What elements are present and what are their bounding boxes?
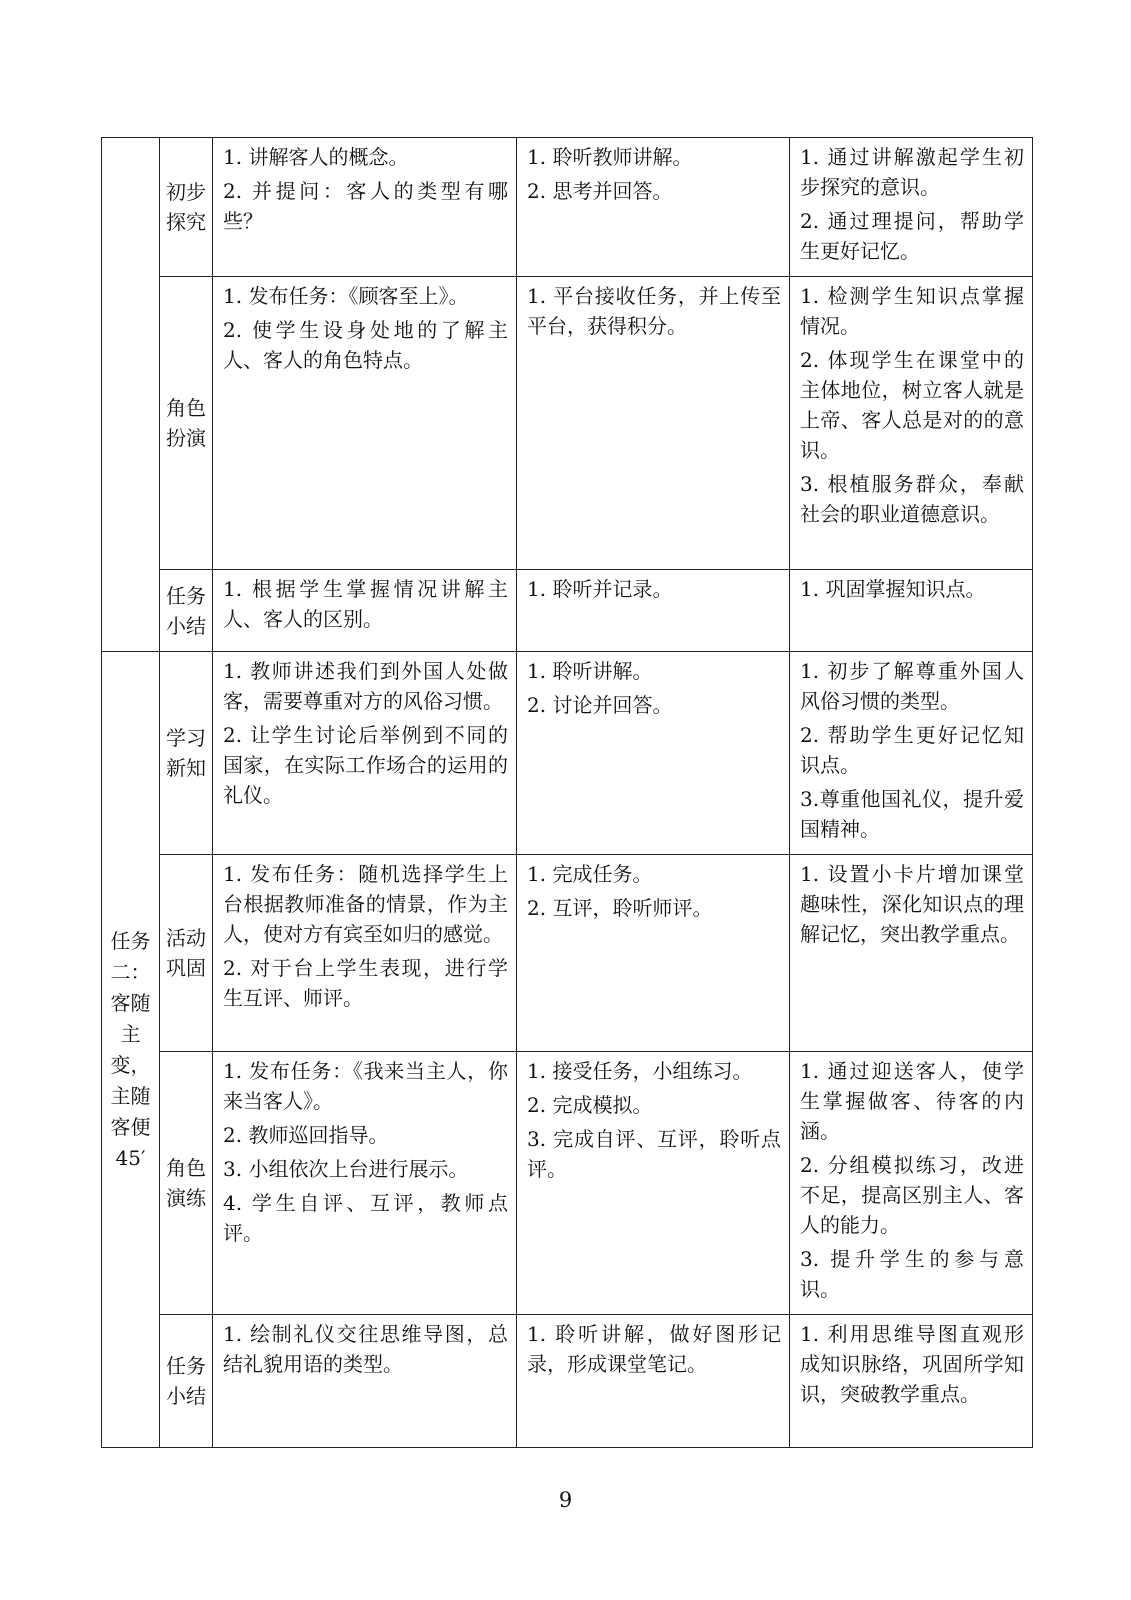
teacher-content xyxy=(213,1315,516,1389)
table-row xyxy=(102,652,1033,855)
purpose-item: 1. 设置小卡片增加课堂趣味性，深化知识点的理解记忆，突出教学重点。 xyxy=(800,862,1024,946)
task-cell xyxy=(102,652,160,1448)
student-cell xyxy=(517,1052,790,1315)
stage-label: 初步探究 xyxy=(166,180,206,234)
student-cell xyxy=(517,652,790,855)
teacher-item: 1. 发布任务：《顾客至上》。 xyxy=(223,284,469,308)
purpose-item: 1. 通过讲解激起学生初步探究的意识。 xyxy=(800,145,1024,199)
purpose-cell xyxy=(790,855,1033,1052)
teacher-content xyxy=(213,570,516,644)
purpose-content xyxy=(790,1052,1032,1314)
teacher-cell xyxy=(213,652,517,855)
teacher-item: 1. 根据学生掌握情况讲解主人、客人的区别。 xyxy=(223,577,508,631)
purpose-item: 1. 通过迎送客人，使学生掌握做客、待客的内涵。 xyxy=(800,1059,1024,1143)
teacher-cell xyxy=(213,1315,517,1448)
teacher-content xyxy=(213,277,516,385)
teacher-content xyxy=(213,1052,516,1258)
table-row xyxy=(102,138,1033,277)
table-row xyxy=(102,570,1033,652)
purpose-content xyxy=(790,570,1032,614)
stage-label: 角色扮演 xyxy=(166,396,206,450)
student-cell xyxy=(517,855,790,1052)
student-item: 2. 完成模拟。 xyxy=(527,1093,653,1117)
student-item: 3. 完成自评、互评，聆听点评。 xyxy=(527,1127,781,1181)
teacher-cell xyxy=(213,1052,517,1315)
student-content xyxy=(517,570,789,614)
student-cell xyxy=(517,138,790,277)
student-item: 1. 聆听讲解。 xyxy=(527,659,653,683)
purpose-content xyxy=(790,1315,1032,1419)
table-row xyxy=(102,1315,1033,1448)
task-label: 任务二：客随主变，主随客便45′ xyxy=(110,928,151,1170)
purpose-content xyxy=(790,277,1032,539)
purpose-cell xyxy=(790,1052,1033,1315)
teacher-item: 4. 学生自评、互评，教师点评。 xyxy=(223,1191,508,1245)
table-row xyxy=(102,277,1033,570)
purpose-content xyxy=(790,855,1032,959)
student-cell xyxy=(517,1315,790,1448)
student-content xyxy=(517,652,789,730)
table-row xyxy=(102,1052,1033,1315)
purpose-item: 2. 通过理提问，帮助学生更好记忆。 xyxy=(800,209,1024,263)
stage-label: 角色演练 xyxy=(166,1156,206,1210)
student-item: 2. 思考并回答。 xyxy=(527,179,673,203)
purpose-content xyxy=(790,652,1032,854)
teacher-item: 1. 发布任务：随机选择学生上台根据教师准备的情景，作为主人，使对方有宾至如归的感觉。 xyxy=(223,862,508,946)
purpose-item: 1. 初步了解尊重外国人风俗习惯的类型。 xyxy=(800,659,1024,713)
teacher-cell xyxy=(213,277,517,570)
table-row xyxy=(102,855,1033,1052)
stage-label: 学习新知 xyxy=(166,726,206,780)
teacher-item: 2. 并提问：客人的类型有哪些？ xyxy=(223,179,508,233)
stage-cell xyxy=(160,1052,213,1315)
teacher-item: 2. 对于台上学生表现，进行学生互评、师评。 xyxy=(223,956,508,1010)
teacher-item: 2. 使学生设身处地的了解主人、客人的角色特点。 xyxy=(223,318,508,372)
purpose-item: 1. 利用思维导图直观形成知识脉络，巩固所学知识，突破教学重点。 xyxy=(800,1322,1024,1406)
stage-label: 任务小结 xyxy=(166,1354,206,1408)
student-content xyxy=(517,855,789,933)
purpose-item: 3. 提升学生的参与意识。 xyxy=(800,1247,1024,1301)
student-content xyxy=(517,1052,789,1194)
teacher-item: 2. 教师巡回指导。 xyxy=(223,1123,389,1147)
purpose-item: 2. 帮助学生更好记忆知识点。 xyxy=(800,723,1024,777)
teacher-item: 1. 发布任务：《我来当主人，你来当客人》。 xyxy=(223,1059,508,1113)
teacher-content xyxy=(213,855,516,1023)
purpose-item: 1. 检测学生知识点掌握情况。 xyxy=(800,284,1024,338)
student-item: 1. 聆听教师讲解。 xyxy=(527,145,693,169)
stage-cell xyxy=(160,1315,213,1448)
student-item: 2. 互评，聆听师评。 xyxy=(527,896,713,920)
purpose-item: 2. 分组模拟练习，改进不足，提高区别主人、客人的能力。 xyxy=(800,1153,1024,1237)
purpose-cell xyxy=(790,570,1033,652)
teacher-item: 1. 教师讲述我们到外国人处做客，需要尊重对方的风俗习惯。 xyxy=(223,659,508,713)
student-item: 2. 讨论并回答。 xyxy=(527,693,673,717)
stage-cell xyxy=(160,570,213,652)
student-item: 1. 接受任务，小组练习。 xyxy=(527,1059,753,1083)
purpose-item: 2. 体现学生在课堂中的主体地位，树立客人就是上帝、客人总是对的的意识。 xyxy=(800,348,1024,462)
teacher-item: 3. 小组依次上台进行展示。 xyxy=(223,1157,469,1181)
stage-cell xyxy=(160,652,213,855)
page-number: 9 xyxy=(558,1488,573,1512)
purpose-cell xyxy=(790,1315,1033,1448)
purpose-cell xyxy=(790,277,1033,570)
purpose-content xyxy=(790,138,1032,276)
student-item: 1. 完成任务。 xyxy=(527,862,653,886)
purpose-cell xyxy=(790,138,1033,277)
stage-cell xyxy=(160,277,213,570)
teacher-cell xyxy=(213,138,517,277)
teacher-content xyxy=(213,652,516,820)
teacher-item: 1. 绘制礼仪交往思维导图，总结礼貌用语的类型。 xyxy=(223,1322,508,1376)
teacher-content xyxy=(213,138,516,246)
purpose-item: 3. 根植服务群众，奉献社会的职业道德意识。 xyxy=(800,472,1024,526)
student-content xyxy=(517,138,789,216)
table-body xyxy=(102,138,1033,1448)
student-content xyxy=(517,277,789,351)
stage-label: 任务小结 xyxy=(166,583,206,638)
student-cell xyxy=(517,570,790,652)
student-cell xyxy=(517,277,790,570)
lesson-plan-table xyxy=(101,137,1033,1448)
stage-cell xyxy=(160,138,213,277)
student-item: 1. 平台接收任务，并上传至平台，获得积分。 xyxy=(527,284,781,338)
student-item: 1. 聆听并记录。 xyxy=(527,577,673,601)
teacher-cell xyxy=(213,570,517,652)
stage-label: 活动巩固 xyxy=(166,926,206,980)
task-cell xyxy=(102,138,160,652)
purpose-item: 3.尊重他国礼仪，提升爱国精神。 xyxy=(800,787,1024,841)
purpose-cell xyxy=(790,652,1033,855)
teacher-item: 1. 讲解客人的概念。 xyxy=(223,145,409,169)
purpose-item: 1. 巩固掌握知识点。 xyxy=(800,577,986,601)
teacher-item: 2. 让学生讨论后举例到不同的国家，在实际工作场合的运用的礼仪。 xyxy=(223,723,508,807)
teacher-cell xyxy=(213,855,517,1052)
student-content xyxy=(517,1315,789,1389)
student-item: 1. 聆听讲解，做好图形记录，形成课堂笔记。 xyxy=(527,1322,781,1376)
stage-cell xyxy=(160,855,213,1052)
